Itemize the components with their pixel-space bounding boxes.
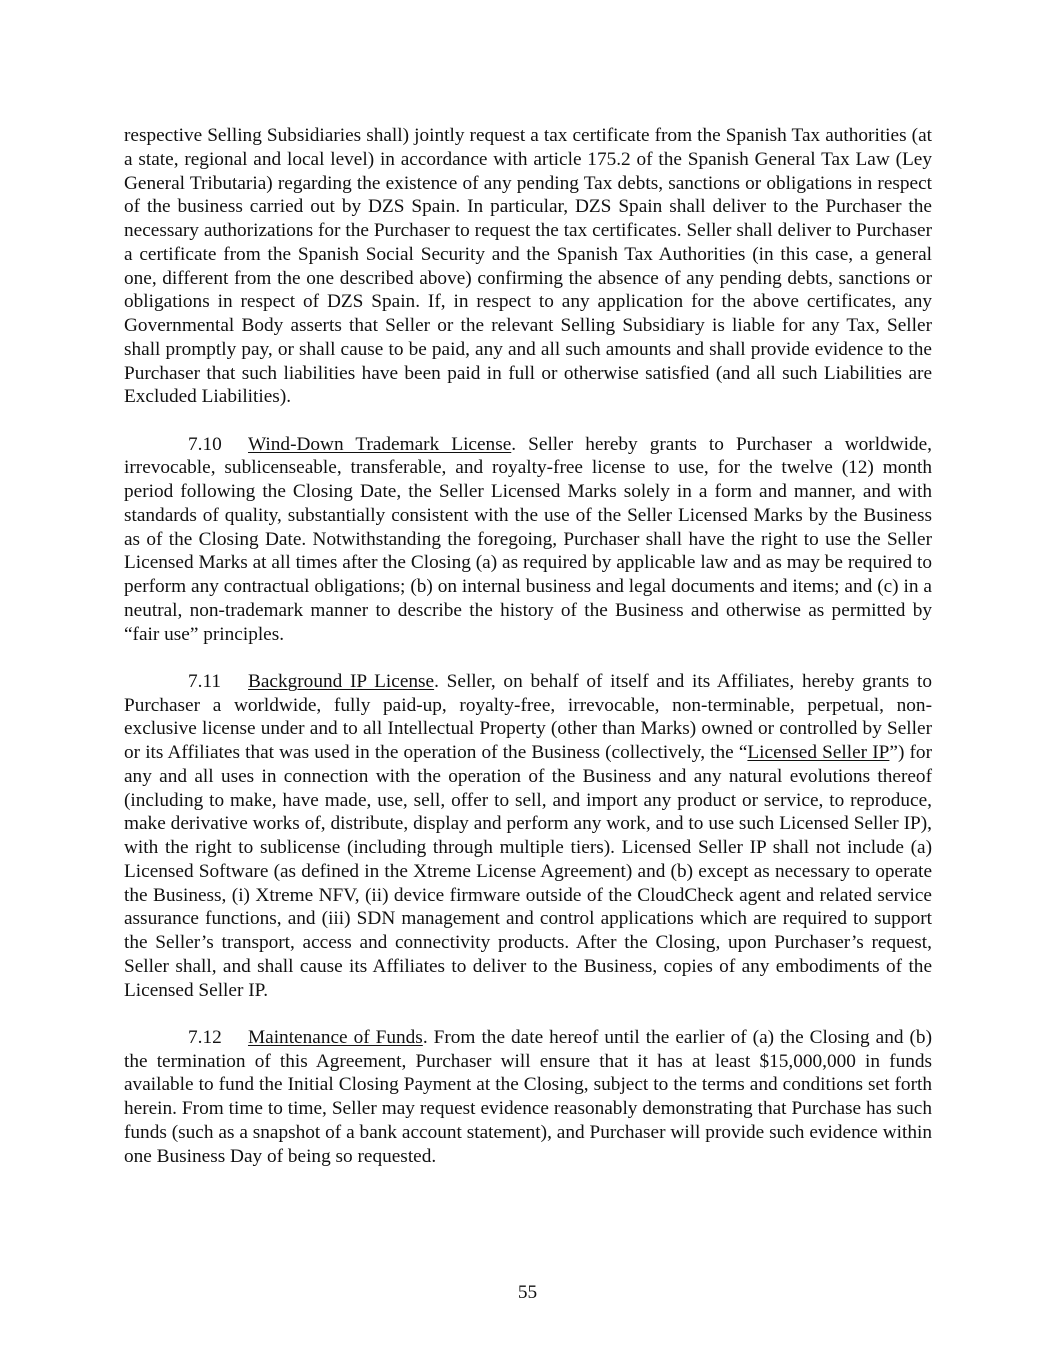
section-7-10-body: . Seller hereby grants to Purchaser a worldwide, irrevocable, sublicenseable, transferable, and royalty-free license to use, for the twelve (12) month period following the Closing Date, the Seller Licensed Marks solely in a form and manner, and with standards of quality, substantially consistent with the use of the Seller Licensed Marks by the Business as of the Closing Date. Notwithstanding the foregoing, Purchaser shall have the right to use the Seller Licensed Marks at all times after the Closing (a) as required by applicable law and as may be required to perform any contractual obligations; (b) on internal business and legal documents and items; and (c) in a neutral, non-trademark manner to describe the history of the Business and otherwise as permitted by “fair use” principles. (124, 433, 932, 645)
section-7-11-heading: Background IP License (248, 670, 435, 692)
section-7-10 (124, 433, 932, 647)
section-7-11-body-part-2: ”) for any and all uses in connection with the operation of the Business and any natural evolutions thereof (including to make, have made, use, sell, offer to sell, and import any product or service, to reproduce, make derivative works of, distribute, display and perform any work, and to use such Licensed Seller IP), with the right to sublicense (including through multiple tiers). Licensed Seller IP shall not include (a) Licensed Software (as defined in the Xtreme License Agreement) and (b) except as necessary to operate the Business, (i) Xtreme NFV, (ii) device firmware outside of the CloudCheck agent and related service assurance functions, and (iii) SDN management and control applications which are required to support the Seller’s transport, access and connectivity products. After the Closing, upon Purchaser’s request, Seller shall, and shall cause its Affiliates to deliver to the Business, copies of any embodiments of the Licensed Seller IP. (124, 742, 932, 1001)
document-page (124, 124, 932, 1168)
section-7-12 (124, 1026, 932, 1169)
section-7-11-number: 7.11 (188, 670, 222, 692)
section-7-12-number: 7.12 (188, 1026, 222, 1048)
defined-term-licensed-seller-ip: Licensed Seller IP (747, 742, 890, 763)
section-7-12-body: . From the date hereof until the earlier of (a) the Closing and (b) the termination of this Agreement, Purchaser will ensure that it has at least $15,000,000 in funds available to fund the Initial Closing Payment at the Closing, subject to the terms and conditions set forth herein. From time to time, Seller may request evidence reasonably demonstrating that Purchase has such funds (such as a snapshot of a bank account statement), and Purchaser will provide such evidence within one Business Day of being so requested. (124, 1026, 932, 1167)
section-7-12-heading: Maintenance of Funds (248, 1026, 423, 1048)
page-number: 55 (517, 1282, 538, 1303)
section-7-11-body-part-1: . Seller, on behalf of itself and its Affiliates, hereby grants to Purchaser a worldwide, fully paid-up, royalty-free, irrevocable, non-terminable, perpetual, non-exclusive license under and to all Intellectual Property (other than Marks) owned or controlled by Seller or its Affiliates that was used in the operation of the Business (collectively, the “ (124, 670, 933, 763)
section-7-10-heading: Wind-Down Trademark License (248, 433, 512, 455)
continued-paragraph: respective Selling Subsidiaries shall) jointly request a tax certificate from the Spanish Tax authorities (at a state, regional and local level) in accordance with article 175.2 of the Spanish General Tax Law (Ley General Tributaria) regarding the existence of any pending Tax debts, sanctions or obligations in respect of the business carried out by DZS Spain. In particular, DZS Spain shall deliver to the Purchaser the necessary authorizations for the Purchaser to request the tax certificates. Seller shall deliver to Purchaser a certificate from the Spanish Social Security and the Spanish Tax Authorities (in this case, a general one, different from the one described above) confirming the absence of any pending debts, sanctions or obligations in respect of DZS Spain. If, in respect to any application for the above certificates, any Governmental Body asserts that Seller or the relevant Selling Subsidiary is liable for any Tax, Seller shall promptly pay, or shall cause to be paid, any and all such amounts and shall provide evidence to the Purchaser that such liabilities have been paid in full or otherwise satisfied (and all such Liabilities are Excluded Liabilities). (124, 125, 932, 408)
section-7-10-number: 7.10 (188, 433, 222, 455)
section-7-11 (124, 670, 932, 1003)
